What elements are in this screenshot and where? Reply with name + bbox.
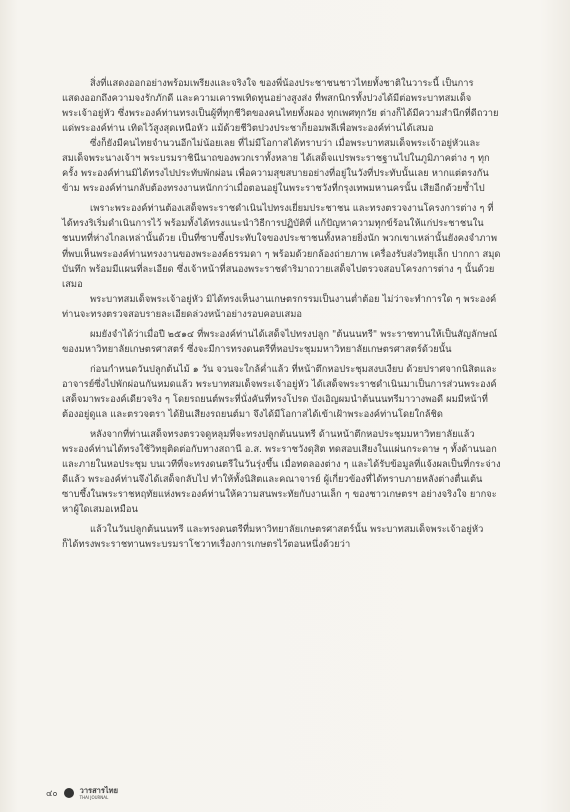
page-number: ๔๐ xyxy=(46,789,58,799)
paragraph-7: หลังจากที่ท่านเสด็จทรงตรวจดูหลุมที่จะทรงปลูกต้นนนทรี ด้านหน้าตึกหอประชุมมหาวิทยาลัยแล้ว พระองค์ท่านได้ทรงใช้วิทยุติดต่อกับทางสถานี อ.ส. พระราชวังดุสิต ทดสอบเสียงในแผ่นกระดาษ ๆ ทั้งด้านนอกและภายในหอประชุม บนเวทีที่จะทรงดนตรีในวันรุ่งขึ้น เมื่อทดลองต่าง ๆ และได้รับข้อมูลที่แจ้งผลเป็นที่กระจ่างดีแล้ว พระองค์ท่านจึงได้เสด็จกลับไป ทำให้ทั้งนิสิตและคณาจารย์ ผู้เกี่ยวข้องที่ได้ทราบภายหลังต่างตื่นเต้น ซาบซึ้งในพระราชหฤทัยแห่งพระองค์ท่านให้ความสนพระทัยกับงานเล็ก ๆ ของชาวเกษตรฯ อย่างจริงใจ ยากจะหาผู้ใดเสมอเหมือน xyxy=(62,429,501,516)
magazine-logo xyxy=(80,787,118,800)
magazine-logo-icon xyxy=(64,788,74,798)
paragraph-8: แล้วในวันปลูกต้นนนทรี และทรงดนตรีที่มหาวิทยาลัยเกษตรศาสตร์นั้น พระบาทสมเด็จพระเจ้าอยู่หัว ก็ได้ทรงพระราชทานพระบรมราโชวาทเรื่องการเกษตรไว้ตอนหนึ่งด้วยว่า xyxy=(62,524,484,551)
paragraph-2: ซึ่งก็ยังมีคนไทยจำนวนอีกไม่น้อยเลย ที่ไม่มีโอกาสได้ทราบว่า เมื่อพระบาทสมเด็จพระเจ้าอยู่หัวและสมเด็จพระนางเจ้าฯ พระบรมราชินีนาถของพวกเราทั้งหลาย ได้เสด็จแปรพระราชฐานไปในภูมิภาคต่าง ๆ ทุกครั้ง พระองค์ท่านมิได้ทรงไปประทับพักผ่อน เพื่อความสุขสบายอย่างที่อยู่ในวังที่ประทับนั้นเลย หากแต่ตรงกันข้าม พระองค์ท่านกลับต้องทรงงานหนักกว่าเมื่อตอนอยู่ในพระราชวังที่กรุงเทพมหานครนั้น เสียอีกด้วยซ้ำไป xyxy=(62,138,490,195)
paragraph-6: ก่อนกำหนดวันปลูกต้นไม้ ๑ วัน จวนจะใกล้ค่ำแล้ว ที่หน้าตึกหอประชุมสงบเงียบ ด้วยปราศจากนิสิตและอาจารย์ซึ่งไปพักผ่อนกันหมดแล้ว พระบาทสมเด็จพระเจ้าอยู่หัว ได้เสด็จพระราชดำเนินมาเป็นการส่วนพระองค์ เสด็จมาพระองค์เดียวจริง ๆ โดยรถยนต์พระที่นั่งคันที่ทรงโปรด บังเอิญผมนำต้นนนทรีมาวางพอดี ผมมีหน้าที่ต้องอยู่ดูแล และตรวจตรา ได้ยินเสียงรถยนต์มา จึงได้มีโอกาสได้เข้าเฝ้าพระองค์ท่านโดยใกล้ชิด xyxy=(62,363,497,420)
page-footer xyxy=(46,786,118,800)
paragraph-3: เพราะพระองค์ท่านต้องเสด็จพระราชดำเนินไปทรงเยี่ยมประชาชน และทรงตรวจงานโครงการต่าง ๆ ที่ได้ทรงริเริ่มดำเนินการไว้ พร้อมทั้งได้ทรงแนะนำวิธีการปฏิบัติที่ แก้ปัญหาความทุกข์ร้อนให้แก่ประชาชนในชนบทที่ห่างไกลเหล่านั้นด้วย เป็นที่ซาบซึ้งประทับใจของประชาชนทั้งหลายยิ่งนัก พวกเขาเหล่านั้นยังคงจำภาพที่พบเห็นพระองค์ท่านทรงงานของพระองค์ธรรมดา ๆ พร้อมด้วยกล้องถ่ายภาพ เครื่องรับส่งวิทยุเล็ก ปากกา สมุดบันทึก พร้อมมีแผนที่ละเอียด ซึ่งเจ้าหน้าที่สนองพระราชดำริมาถวายเสด็จไปตรวจสอบโครงการต่าง ๆ นั้นด้วยเสมอ xyxy=(62,203,501,290)
paragraph-1: สิ่งที่แสดงออกอย่างพร้อมเพรียงและจริงใจ ของพี่น้องประชาชนชาวไทยทั้งชาติในวาระนี้ เป็นการแสดงออกถึงความจงรักภักดี และความเคารพเทิดทูนอย่างสูงส่ง ที่พสกนิกรทั้งปวงได้มีต่อพระบาทสมเด็จพระเจ้าอยู่หัว ซึ่งพระองค์ท่านทรงเป็นผู้ที่ทุกชีวิตของคนไทยทั้งผอง ทุกเพศทุกวัย ต่างก็ได้มีความสำนึกที่ดีถวายแด่พระองค์ท่าน เทิดไว้สูงสุดเหนือหัว แม้ด้วยชีวิตปวงประชาก็ยอมพลีเพื่อพระองค์ท่านได้เสมอ xyxy=(62,78,499,135)
article-body xyxy=(62,76,502,552)
paragraph-4: พระบาทสมเด็จพระเจ้าอยู่หัว มิได้ทรงเห็นงานเกษตรกรรมเป็นงานต่ำต้อย ไม่ว่าจะทำการใด ๆ พระองค์ท่านจะทรงตรวจสอบรายละเอียดล่วงหน้าอย่างรอบคอบเสมอ xyxy=(62,293,497,320)
paragraph-5: ผมยังจำได้ว่าเมื่อปี ๒๕๑๔ ที่พระองค์ท่านได้เสด็จไปทรงปลูก "ต้นนนทรี" พระราชทานให้เป็นสัญลักษณ์ของมหาวิทยาลัยเกษตรศาสตร์ ซึ่งจะมีการทรงดนตรีที่หอประชุมมหาวิทยาลัยเกษตรศาสตร์ด้วยนั้น xyxy=(62,328,498,355)
magazine-name: วารสารไทย xyxy=(79,785,119,795)
magazine-subtitle: THAI JOURNAL xyxy=(79,794,109,800)
